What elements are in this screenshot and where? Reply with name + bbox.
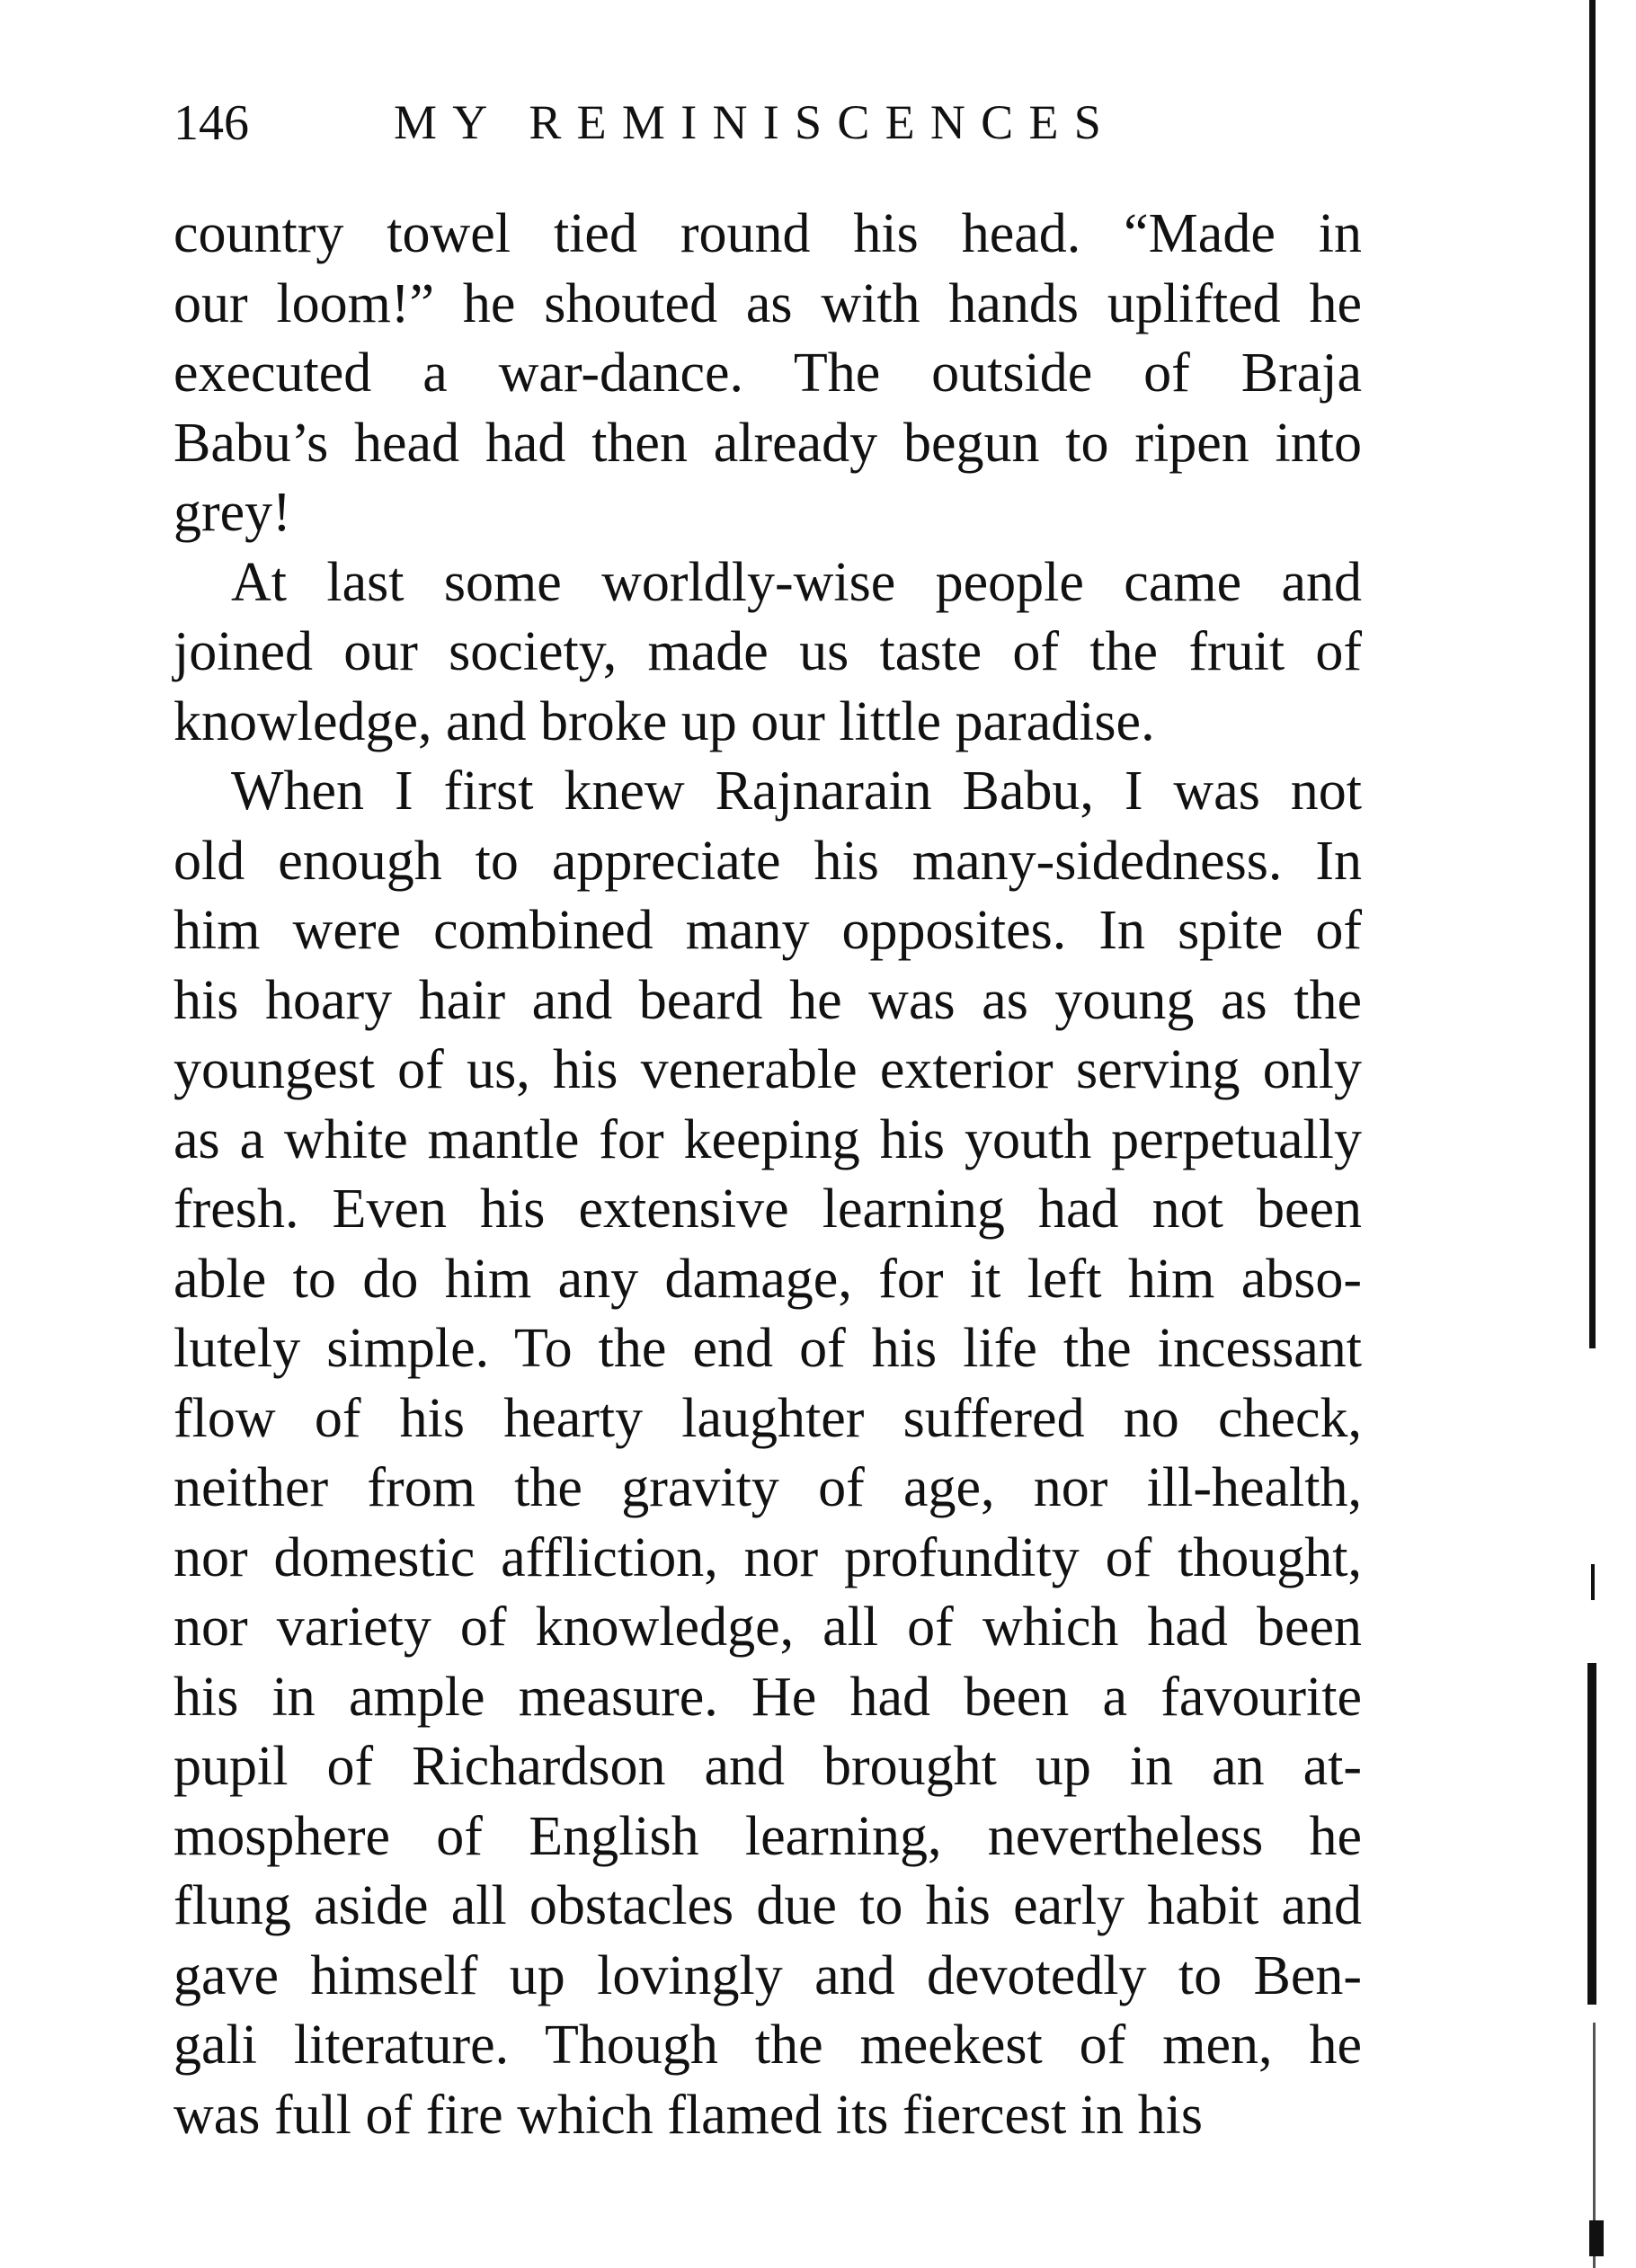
text-line: country towel tied round his head. “Made in xyxy=(173,203,1362,264)
page-edge-shadow xyxy=(1589,0,1596,1348)
body-text xyxy=(173,200,1362,2150)
page-edge-shadow xyxy=(1589,2220,1604,2256)
text-line: our loom!” he shouted as with hands uplifted he xyxy=(173,272,1362,334)
text-line: mosphere of English learning, nevertheless he xyxy=(173,1805,1362,1867)
text-line: executed a war-dance. The outside of Braja xyxy=(173,342,1362,404)
text-line: neither from the gravity of age, nor ill-health, xyxy=(173,1457,1362,1518)
text-line: old enough to appreciate his many-sidedness. In xyxy=(173,830,1362,892)
text-line: able to do him any damage, for it left him abso- xyxy=(173,1248,1362,1310)
running-head-title: MY REMINISCENCES xyxy=(394,95,1117,149)
text-line: lutely simple. To the end of his life the incessant xyxy=(173,1318,1362,1379)
text-line: nor domestic affliction, nor profundity of thought, xyxy=(173,1526,1362,1588)
text-line: him were combined many opposites. In spite of xyxy=(173,900,1362,961)
text-line: knowledge, and broke up our little paradise. xyxy=(173,690,1155,752)
text-line: joined our society, made us taste of the fruit of xyxy=(173,621,1362,682)
text-line: grey! xyxy=(173,482,291,543)
text-line: At last some worldly-wise people came and xyxy=(231,551,1362,613)
text-line: as a white mantle for keeping his youth perpetually xyxy=(173,1108,1362,1170)
text-line: was full of fire which flamed its fiercest in his xyxy=(173,2084,1203,2146)
page-edge-shadow xyxy=(1587,1663,1596,2005)
text-line: youngest of us, his venerable exterior serving only xyxy=(173,1039,1362,1100)
running-header xyxy=(173,94,1369,166)
text-line: his in ample measure. He had been a favourite xyxy=(173,1666,1362,1728)
page-edge-shadow xyxy=(1591,1564,1595,1600)
page-number: 146 xyxy=(173,95,249,151)
text-line: Babu’s head had then already begun to ripen into xyxy=(173,412,1362,474)
text-line: fresh. Even his extensive learning had not been xyxy=(173,1178,1362,1240)
text-line: gave himself up lovingly and devotedly to Ben- xyxy=(173,1944,1362,2006)
text-line: When I first knew Rajnarain Babu, I was not xyxy=(231,760,1362,822)
text-line: pupil of Richardson and brought up in an at- xyxy=(173,1736,1362,1797)
text-line: nor variety of knowledge, all of which had been xyxy=(173,1596,1362,1658)
text-line: his hoary hair and beard he was as young as the xyxy=(173,969,1362,1031)
text-line: flow of his hearty laughter suffered no check, xyxy=(173,1387,1362,1449)
text-line: flung aside all obstacles due to his early habit and xyxy=(173,1875,1362,1936)
text-line: gali literature. Though the meekest of men, he xyxy=(173,2015,1362,2076)
